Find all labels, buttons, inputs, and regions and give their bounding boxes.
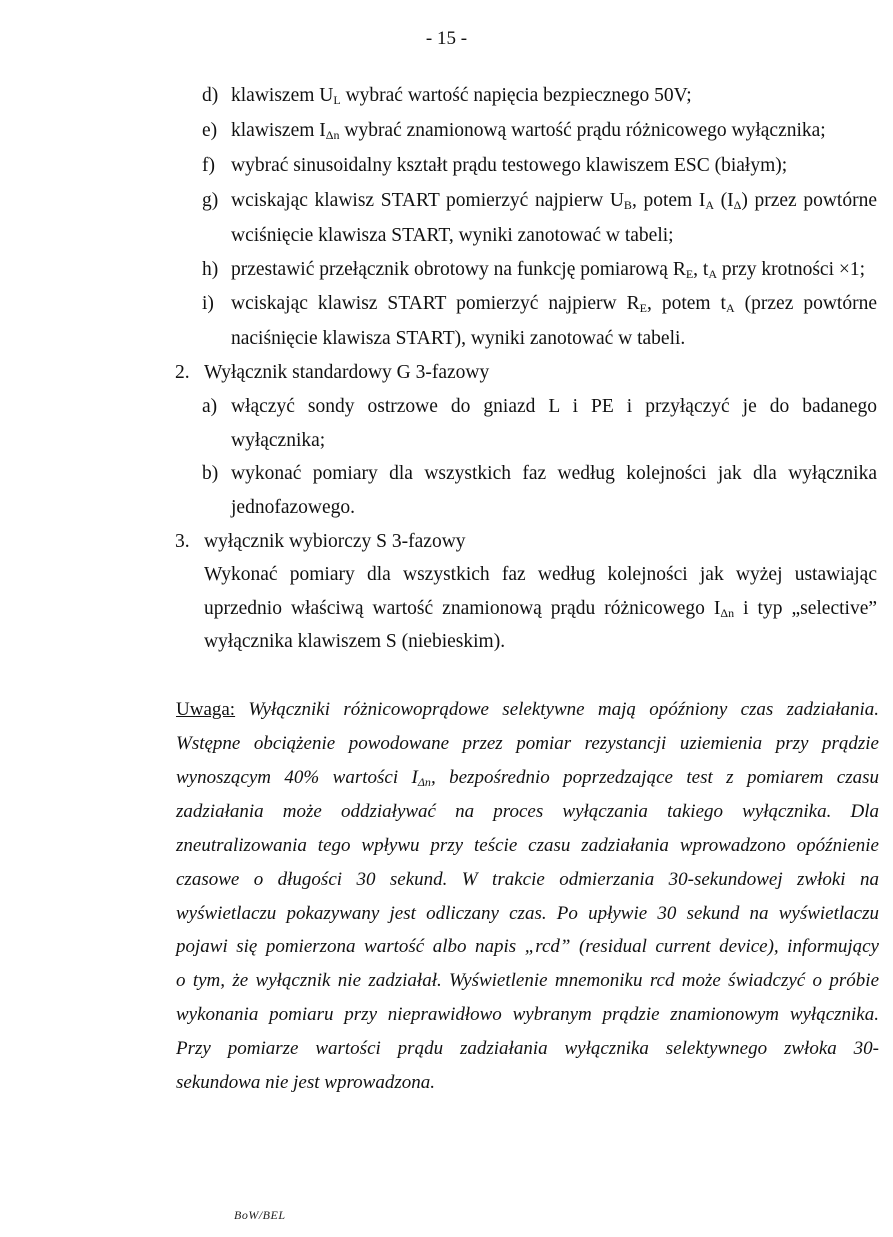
step-label: a) (202, 396, 218, 417)
section-title: Wyłącznik standardowy G 3-fazowy (204, 362, 490, 383)
step-label: d) (202, 85, 219, 106)
note-line: wykonania pomiaru przy nieprawidłowo wybranym prądzie znamionowym wyłącznika. (176, 1004, 879, 1025)
step-label: g) (202, 190, 219, 211)
step-text-line2: wyłącznika; (231, 430, 326, 451)
note-line: pojawi się pomierzona wartość albo napis „rcd” (residual current device), informujący (176, 936, 879, 957)
step-text: wybrać sinusoidalny kształt prądu testowego klawiszem ESC (białym); (231, 155, 788, 176)
step-text-line2: naciśnięcie klawisza START), wyniki zanotować w tabeli. (231, 328, 686, 349)
page-number: - 15 - (425, 28, 468, 49)
step-label: e) (202, 120, 218, 141)
note-line: zadziałania może oddziaływać na proces wyłączania takiego wyłącznika. Dla (176, 801, 879, 822)
step-text: klawiszem $U_L$ wybrać wartość napięcia bezpiecznego 50V; (231, 85, 692, 107)
note-label: Uwaga: (176, 699, 236, 720)
step-label: i) (202, 293, 214, 314)
step-label: b) (202, 463, 219, 484)
note-line: Wstępne obciążenie powodowane przez pomiar rezystancji uziemienia przy prądzie (176, 733, 879, 754)
section-body-line1: Wykonać pomiary dla wszystkich faz według kolejności jak wyżej ustawiając (204, 564, 877, 585)
section-body-line3: wyłącznika klawiszem S (niebieskim). (204, 631, 506, 652)
step-text: przestawić przełącznik obrotowy na funkcję pomiarową $R_E$, $t_A$ przy krotności ×1; (231, 259, 866, 281)
step-text-line2: wciśnięcie klawisza START, wyniki zanotować w tabeli; (231, 225, 674, 246)
note-line: czasowe o długości 30 sekund. W trakcie odmierzania 30-sekundowej zwłoki na (176, 869, 879, 890)
note-line: sekundowa nie jest wprowadzona. (176, 1072, 435, 1093)
note-line: wyświetlaczu pokazywany jest odliczany czas. Po upływie 30 sekund na wyświetlaczu (176, 903, 879, 924)
step-label: h) (202, 259, 219, 280)
section-number: 2. (175, 362, 190, 383)
note-line: wynoszącym 40% wartości $I_{\Delta n}$, bezpośrednio poprzedzające test z pomiarem czasu (176, 767, 879, 789)
step-text-line2: jednofazowego. (231, 497, 355, 518)
step-label: f) (202, 155, 215, 176)
note-line: o tym, że wyłącznik nie zadziałał. Wyświetlenie mnemoniku rcd może świadczyć o próbie (176, 970, 879, 991)
section-body-line2: uprzednio właściwą wartość znamionową prądu różnicowego $I_{\Delta n}$ i typ „selective” (204, 598, 877, 620)
signature: BoW/BEL (234, 1208, 286, 1222)
note-line: zneutralizowania tego wpływu przy teście czasu zadziałania wprowadzono opóźnienie (176, 835, 879, 856)
step-text-line1: włączyć sondy ostrzowe do gniazd L i PE i przyłączyć je do badanego (231, 396, 877, 417)
section-number: 3. (175, 531, 190, 552)
step-text-line1: wciskając klawisz START pomierzyć najpierw $U_B$, potem $I_A$ $(I_\Delta)$ przez powtórne (231, 190, 877, 212)
step-text-line1: wykonać pomiary dla wszystkich faz według kolejności jak dla wyłącznika (231, 463, 877, 484)
note-line: Uwaga: Wyłączniki różnicowoprądowe selektywne mają opóźniony czas zadziałania. (176, 699, 880, 720)
step-text: klawiszem $I_{\Delta n}$ wybrać znamionową wartość prądu różnicowego wyłącznika; (231, 120, 826, 142)
step-text-line1: wciskając klawisz START pomierzyć najpierw $R_E$, potem $t_A$ (przez powtórne (231, 293, 877, 315)
section-title: wyłącznik wybiorczy S 3-fazowy (204, 531, 466, 552)
note-line: Przy pomiarze wartości prądu zadziałania wyłącznika selektywnego zwłoka 30- (176, 1038, 879, 1059)
